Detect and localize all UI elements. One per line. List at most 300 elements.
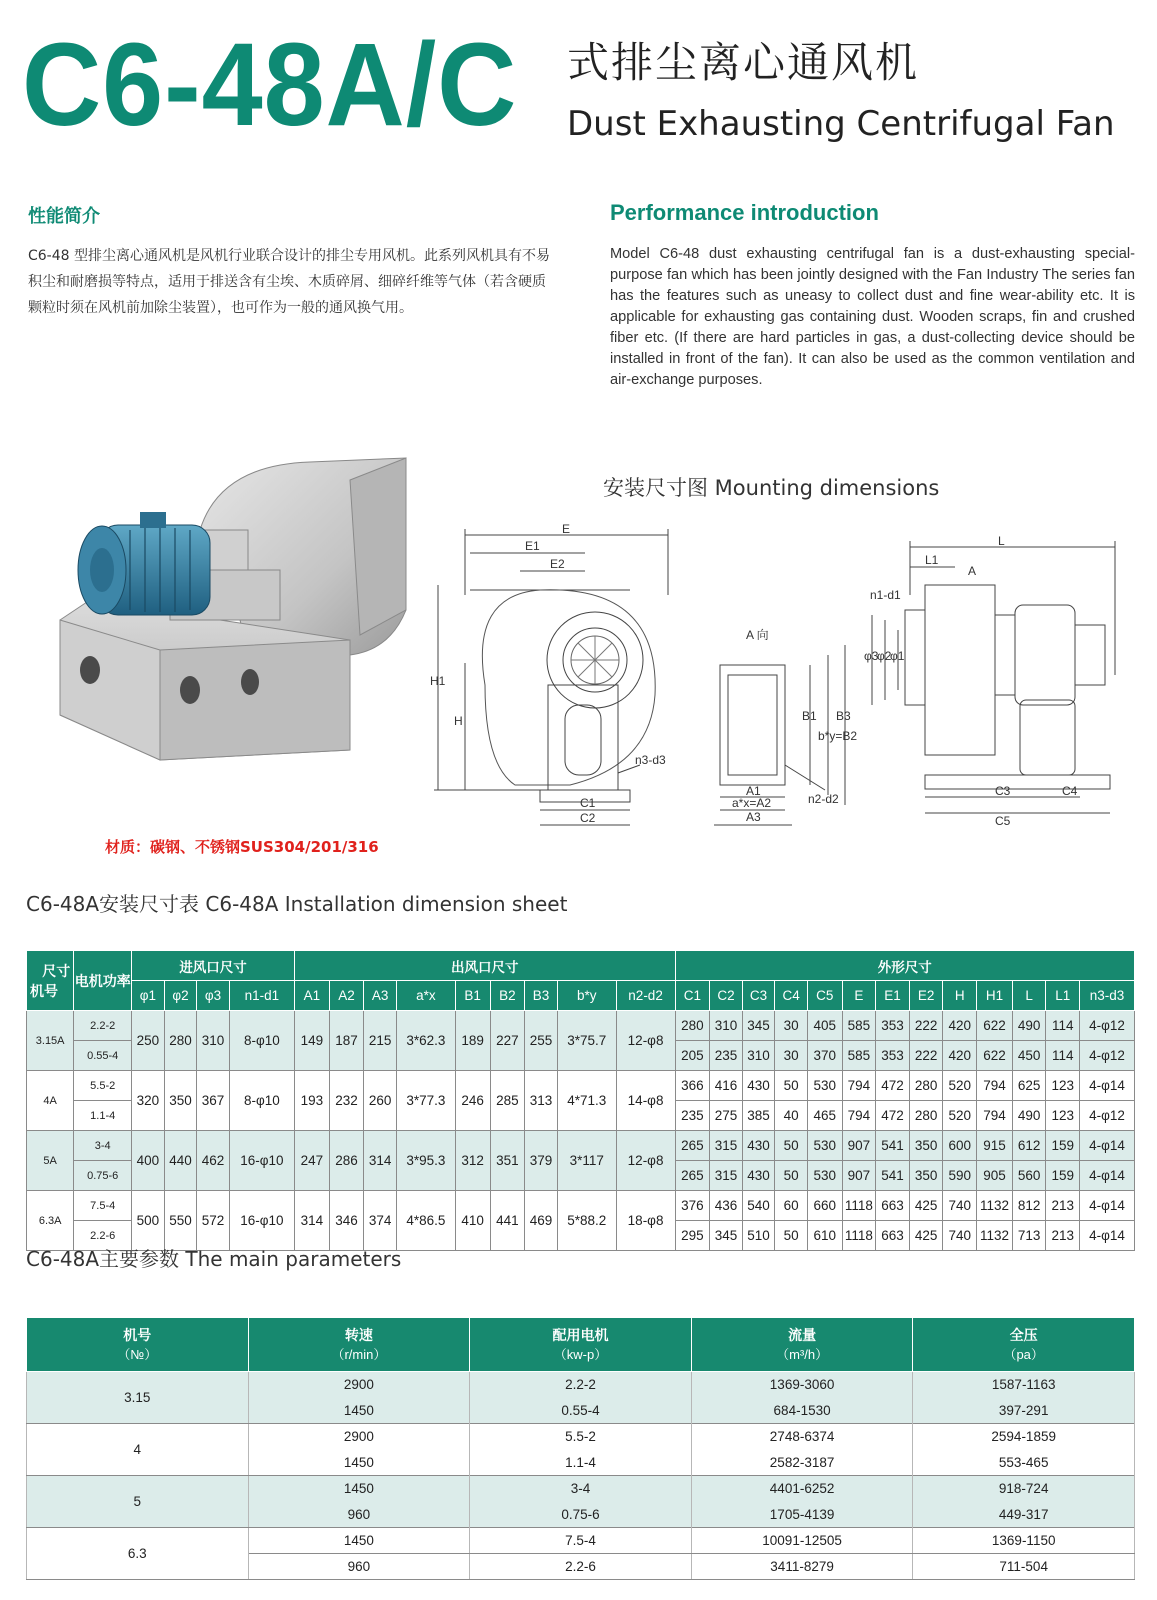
outline-dimension-cell: 794 [977,1071,1013,1101]
label-A3: A3 [746,810,761,824]
label-n2-d2: n2-d2 [808,792,839,806]
params-value-cell: 2748-6374 [691,1424,913,1450]
outline-dimension-cell: 740 [943,1221,977,1251]
outlet-dimension-cell: 314 [364,1131,397,1191]
outline-dimension-cell: 4-φ12 [1080,1011,1135,1041]
outline-dimension-cell: 663 [876,1191,910,1221]
inlet-dimension-cell: 462 [197,1131,230,1191]
inlet-dimension-cell: 572 [197,1191,230,1251]
params-header-cn: 转速 [344,1326,373,1343]
performance-text-cn: C6-48 型排尘离心通风机是风机行业联合设计的排尘专用风机。此系列风机具有不易积尘和耐磨损等特点，适用于排送含有尘埃、木质碎屑、细碎纤维等气体（若含硬质颗粒时须在风机前加除尘装置），也可作为一般的通风换气用。 [28,248,550,316]
mounting-title: 安装尺寸图 Mounting dimensions [603,476,940,500]
outline-dimension-cell: 159 [1046,1161,1080,1191]
dim-group-header: 进风口尺寸 [132,951,295,981]
dim-column-header: B1 [455,981,490,1011]
label-A: A [968,564,977,578]
main-parameters-table [26,1317,1135,1580]
model-number-cell: 4A [27,1071,74,1131]
params-value-cell: 2900 [248,1424,470,1450]
label-L: L [998,534,1005,548]
dim-column-header: n1-d1 [229,981,294,1011]
outline-dimension-cell: 600 [943,1131,977,1161]
outline-dimension-cell: 530 [807,1161,842,1191]
label-C1: C1 [580,796,596,810]
dim-column-header: φ2 [164,981,197,1011]
outline-dimension-cell: 540 [742,1191,775,1221]
outline-dimension-cell: 663 [876,1221,910,1251]
outline-dimension-cell: 420 [943,1041,977,1071]
outline-dimension-cell: 520 [943,1101,977,1131]
params-model-cell: 6.3 [27,1528,249,1580]
dim-column-header: E1 [876,981,910,1011]
motor-power-cell: 2.2-2 [74,1011,132,1041]
label-n3-d3: n3-d3 [635,753,666,767]
outlet-dimension-cell: 3*95.3 [396,1131,455,1191]
motor-power-cell: 1.1-4 [74,1101,132,1131]
params-column-header [27,1318,249,1372]
outline-dimension-cell: 625 [1012,1071,1046,1101]
outlet-dimension-cell: 469 [525,1191,558,1251]
installation-dimension-table [26,950,1135,1251]
inlet-dimension-cell: 550 [164,1191,197,1251]
outlet-dimension-cell: 379 [525,1131,558,1191]
outlet-dimension-cell: 4*86.5 [396,1191,455,1251]
inlet-dimension-cell: 440 [164,1131,197,1191]
outlet-dimension-cell: 3*62.3 [396,1011,455,1071]
outline-dimension-cell: 353 [876,1041,910,1071]
label-bxB2: b*y=B2 [818,729,858,743]
table-row [27,1372,1135,1398]
params-header-unit: （№） [117,1346,158,1362]
side-view-drawing [872,541,1115,813]
outlet-dimension-cell: 286 [329,1131,364,1191]
outline-dimension-cell: 310 [710,1011,743,1041]
outline-dimension-cell: 222 [909,1011,943,1041]
outline-dimension-cell: 915 [977,1131,1013,1161]
outlet-dimension-cell: 12-φ8 [616,1131,675,1191]
dim-column-header: L [1012,981,1046,1011]
outline-dimension-cell: 275 [710,1101,743,1131]
outline-dimension-cell: 405 [807,1011,842,1041]
dim-group-header: 出风口尺寸 [295,951,675,981]
params-column-header [470,1318,692,1372]
params-value-cell: 1450 [248,1476,470,1502]
outline-dimension-cell: 4-φ14 [1080,1071,1135,1101]
inlet-dimension-cell: 320 [132,1071,165,1131]
motor-power-cell: 0.55-4 [74,1041,132,1071]
dim-column-header: C2 [710,981,743,1011]
outlet-dimension-cell: 246 [455,1071,490,1131]
outline-dimension-cell: 430 [742,1161,775,1191]
table-row [27,1191,1135,1221]
label-B1: B1 [802,709,817,723]
params-header-cn: 配用电机 [552,1326,609,1343]
outline-dimension-cell: 622 [977,1041,1013,1071]
outlet-dimension-cell: 4*71.3 [557,1071,616,1131]
outline-dimension-cell: 50 [775,1131,808,1161]
motor-power-cell: 7.5-4 [74,1191,132,1221]
label-phi2: φ2 [877,649,892,663]
params-title: C6-48A主要参数 The main parameters [26,1247,402,1271]
label-E1: E1 [525,539,540,553]
outline-dimension-cell: 585 [842,1041,876,1071]
outline-dimension-cell: 295 [675,1221,710,1251]
params-value-cell: 397-291 [913,1398,1135,1424]
outline-dimension-cell: 159 [1046,1131,1080,1161]
outline-dimension-cell: 907 [842,1131,876,1161]
inlet-dimension-cell: 16-φ10 [229,1131,294,1191]
params-value-cell: 553-465 [913,1450,1135,1476]
label-C2: C2 [580,811,596,825]
params-value-cell: 1450 [248,1398,470,1424]
dim-column-header: C3 [742,981,775,1011]
outlet-dimension-cell: 193 [295,1071,330,1131]
params-value-cell: 1369-3060 [691,1372,913,1398]
outline-dimension-cell: 385 [742,1101,775,1131]
dim-column-header: H1 [977,981,1013,1011]
outlet-dimension-cell: 3*75.7 [557,1011,616,1071]
params-value-cell: 2900 [248,1372,470,1398]
outline-dimension-cell: 366 [675,1071,710,1101]
params-value-cell: 2.2-6 [470,1554,692,1580]
outline-dimension-cell: 4-φ12 [1080,1041,1135,1071]
params-value-cell: 1.1-4 [470,1450,692,1476]
params-header-cn: 全压 [1009,1326,1038,1343]
outline-dimension-cell: 235 [710,1041,743,1071]
outline-dimension-cell: 430 [742,1131,775,1161]
outline-dimension-cell: 510 [742,1221,775,1251]
inlet-dimension-cell: 350 [164,1071,197,1131]
dim-column-header: a*x [396,981,455,1011]
outlet-dimension-cell: 187 [329,1011,364,1071]
outline-dimension-cell: 350 [909,1161,943,1191]
outlet-dimension-cell: 215 [364,1011,397,1071]
dim-column-header: C4 [775,981,808,1011]
outline-dimension-cell: 30 [775,1041,808,1071]
outline-dimension-cell: 50 [775,1071,808,1101]
outline-dimension-cell: 541 [876,1131,910,1161]
params-value-cell: 0.55-4 [470,1398,692,1424]
product-title-cn: 式排尘离心通风机 [567,38,920,87]
table-row [27,1011,1135,1041]
dim-column-header: L1 [1046,981,1080,1011]
outline-dimension-cell: 350 [909,1131,943,1161]
outline-dimension-cell: 280 [909,1101,943,1131]
outline-dimension-cell: 905 [977,1161,1013,1191]
params-value-cell: 1587-1163 [913,1372,1135,1398]
outlet-dimension-cell: 313 [525,1071,558,1131]
outline-dimension-cell: 472 [876,1101,910,1131]
dim-header-row-groups [27,951,1135,981]
outline-dimension-cell: 530 [807,1131,842,1161]
inlet-dimension-cell: 367 [197,1071,230,1131]
label-E2: E2 [550,557,565,571]
inlet-dimension-cell: 400 [132,1131,165,1191]
outline-dimension-cell: 345 [742,1011,775,1041]
outline-dimension-cell: 280 [909,1071,943,1101]
outline-dimension-cell: 280 [675,1011,710,1041]
params-header-row [27,1318,1135,1372]
outlet-dimension-cell: 3*77.3 [396,1071,455,1131]
dim-header-row-columns [27,981,1135,1011]
outline-dimension-cell: 490 [1012,1101,1046,1131]
table-row [27,1071,1135,1101]
label-E: E [562,522,571,536]
outlet-dimension-cell: 12-φ8 [616,1011,675,1071]
outline-dimension-cell: 713 [1012,1221,1046,1251]
outline-dimension-cell: 541 [876,1161,910,1191]
label-a-direction: A 向 [746,628,769,642]
model-title: C6-48A/C [22,19,518,151]
label-n1-d1: n1-d1 [870,588,901,602]
params-column-header [691,1318,913,1372]
params-value-cell: 3411-8279 [691,1554,913,1580]
outline-dimension-cell: 205 [675,1041,710,1071]
label-C3: C3 [995,784,1011,798]
motor-power-cell: 5.5-2 [74,1071,132,1101]
outline-dimension-cell: 50 [775,1221,808,1251]
outline-dimension-cell: 416 [710,1071,743,1101]
inlet-dimension-cell: 16-φ10 [229,1191,294,1251]
dim-column-header: A2 [329,981,364,1011]
outlet-dimension-cell: 441 [490,1191,525,1251]
outline-dimension-cell: 123 [1046,1101,1080,1131]
outlet-dimension-cell: 247 [295,1131,330,1191]
motor-power-cell: 2.2-6 [74,1221,132,1251]
outline-dimension-cell: 794 [842,1101,876,1131]
outlet-dimension-cell: 312 [455,1131,490,1191]
params-value-cell: 4401-6252 [691,1476,913,1502]
params-model-cell: 3.15 [27,1372,249,1424]
material-note: 材质：碳钢、不锈钢SUS304/201/316 [105,838,379,856]
outline-dimension-cell: 425 [909,1221,943,1251]
outline-dimension-cell: 436 [710,1191,743,1221]
outlet-dimension-cell: 5*88.2 [557,1191,616,1251]
inlet-dimension-cell: 250 [132,1011,165,1071]
outline-dimension-cell: 812 [1012,1191,1046,1221]
dim-column-header: H [943,981,977,1011]
outlet-dimension-cell: 3*117 [557,1131,616,1191]
outline-dimension-cell: 585 [842,1011,876,1041]
params-value-cell: 2594-1859 [913,1424,1135,1450]
inlet-dimension-cell: 310 [197,1011,230,1071]
params-value-cell: 960 [248,1502,470,1528]
params-model-cell: 4 [27,1424,249,1476]
table-row [27,1528,1135,1554]
inlet-dimension-cell: 500 [132,1191,165,1251]
params-header-unit: （r/min） [331,1346,387,1362]
outline-dimension-cell: 590 [943,1161,977,1191]
outline-dimension-cell: 213 [1046,1221,1080,1251]
outline-dimension-cell: 4-φ14 [1080,1161,1135,1191]
corner-header-cell [27,951,74,1011]
outline-dimension-cell: 265 [675,1161,710,1191]
outlet-dimension-cell: 374 [364,1191,397,1251]
product-title-en: Dust Exhausting Centrifugal Fan [567,104,1115,144]
outline-dimension-cell: 310 [742,1041,775,1071]
table-row [27,1476,1135,1502]
params-value-cell: 449-317 [913,1502,1135,1528]
outline-dimension-cell: 370 [807,1041,842,1071]
params-value-cell: 0.75-6 [470,1502,692,1528]
dim-column-header: C5 [807,981,842,1011]
dim-column-header: n2-d2 [616,981,675,1011]
outline-dimension-cell: 610 [807,1221,842,1251]
params-value-cell: 960 [248,1554,470,1580]
outline-dimension-cell: 794 [842,1071,876,1101]
outline-dimension-cell: 60 [775,1191,808,1221]
params-value-cell: 1450 [248,1450,470,1476]
corner-size-label: 尺寸 [42,962,71,979]
motor-power-header: 电机功率 [74,951,132,1011]
params-value-cell: 1450 [248,1528,470,1554]
outline-dimension-cell: 222 [909,1041,943,1071]
dim-column-header: B3 [525,981,558,1011]
motor-power-cell: 3-4 [74,1131,132,1161]
outline-dimension-cell: 450 [1012,1041,1046,1071]
table-row [27,1424,1135,1450]
outline-dimension-cell: 213 [1046,1191,1080,1221]
outline-dimension-cell: 530 [807,1071,842,1101]
model-number-cell: 6.3A [27,1191,74,1251]
outline-dimension-cell: 430 [742,1071,775,1101]
outline-dimension-cell: 4-φ14 [1080,1221,1135,1251]
dim-column-header: φ1 [132,981,165,1011]
outline-dimension-cell: 315 [710,1161,743,1191]
params-value-cell: 3-4 [470,1476,692,1502]
outline-dimension-cell: 660 [807,1191,842,1221]
dim-group-header: 外形尺寸 [675,951,1135,981]
dim-column-header: C1 [675,981,710,1011]
outline-dimension-cell: 40 [775,1101,808,1131]
model-number-cell: 3.15A [27,1011,74,1071]
params-header-cn: 流量 [788,1326,817,1343]
outlet-dimension-cell: 255 [525,1011,558,1071]
outline-dimension-cell: 265 [675,1131,710,1161]
dim-column-header: b*y [557,981,616,1011]
params-value-cell: 1369-1150 [913,1528,1135,1554]
params-value-cell: 7.5-4 [470,1528,692,1554]
outline-dimension-cell: 1132 [977,1191,1013,1221]
label-phi1: φ1 [890,649,905,663]
params-value-cell: 2582-3187 [691,1450,913,1476]
fan-product-photo [50,460,422,790]
outline-dimension-cell: 740 [943,1191,977,1221]
params-value-cell: 684-1530 [691,1398,913,1424]
performance-heading-en: Performance introduction [610,200,879,225]
params-header-unit: （pa） [1003,1346,1044,1362]
outline-dimension-cell: 612 [1012,1131,1046,1161]
outline-dimension-cell: 425 [909,1191,943,1221]
inlet-dimension-cell: 8-φ10 [229,1071,294,1131]
outline-dimension-cell: 622 [977,1011,1013,1041]
label-L1: L1 [925,553,939,567]
label-H1: H1 [430,674,446,688]
label-C4: C4 [1062,784,1078,798]
inlet-dimension-cell: 8-φ10 [229,1011,294,1071]
outlet-dimension-cell: 410 [455,1191,490,1251]
mounting-drawings [430,522,1150,845]
outline-dimension-cell: 4-φ12 [1080,1101,1135,1131]
dim-column-header: φ3 [197,981,230,1011]
dim-column-header: n3-d3 [1080,981,1135,1011]
params-value-cell: 5.5-2 [470,1424,692,1450]
outline-dimension-cell: 4-φ14 [1080,1131,1135,1161]
outlet-dimension-cell: 346 [329,1191,364,1251]
outline-dimension-cell: 50 [775,1161,808,1191]
outline-dimension-cell: 235 [675,1101,710,1131]
outlet-dimension-cell: 232 [329,1071,364,1131]
outline-dimension-cell: 1132 [977,1221,1013,1251]
params-column-header [248,1318,470,1372]
dim-column-header: E2 [909,981,943,1011]
outline-dimension-cell: 4-φ14 [1080,1191,1135,1221]
inlet-dimension-cell: 280 [164,1011,197,1071]
params-value-cell: 918-724 [913,1476,1135,1502]
label-axA2: a*x=A2 [732,796,772,810]
label-B3: B3 [836,709,851,723]
performance-text-en: Model C6-48 dust exhausting centrifugal fan is a dust-exhausting special-purpose fan which has been jointly designed with the Fan Industry The series fan has the features such as uneasy to collect dust and fine wear-ability etc. It is applicable for exhausting gas containing dust. Wooden scraps, fin and crushed fiber etc. (If there are hard particles in gas, a dust-collecting device should be installed in front of the fan). It can also be used as the common ventilation and air-exchange purposes. [610,246,1135,388]
dim-column-header: B2 [490,981,525,1011]
params-header-unit: （kw-p） [553,1346,608,1362]
params-header-cn: 机号 [123,1326,152,1343]
outline-dimension-cell: 794 [977,1101,1013,1131]
outline-dimension-cell: 472 [876,1071,910,1101]
model-number-cell: 5A [27,1131,74,1191]
outlet-dimension-cell: 149 [295,1011,330,1071]
params-value-cell: 711-504 [913,1554,1135,1580]
label-phi3: φ3 [864,649,879,663]
performance-heading-cn: 性能简介 [28,206,100,226]
outline-dimension-cell: 114 [1046,1041,1080,1071]
outlet-dimension-cell: 14-φ8 [616,1071,675,1131]
outline-dimension-cell: 520 [943,1071,977,1101]
motor-power-cell: 0.75-6 [74,1161,132,1191]
outline-dimension-cell: 114 [1046,1011,1080,1041]
params-value-cell: 2.2-2 [470,1372,692,1398]
table-row [27,1131,1135,1161]
outline-dimension-cell: 420 [943,1011,977,1041]
label-H: H [454,714,463,728]
outline-dimension-cell: 490 [1012,1011,1046,1041]
outline-dimension-cell: 376 [675,1191,710,1221]
outline-dimension-cell: 907 [842,1161,876,1191]
dim-sheet-title: C6-48A安装尺寸表 C6-48A Installation dimension sheet [26,892,568,916]
outlet-dimension-cell: 351 [490,1131,525,1191]
outline-dimension-cell: 465 [807,1101,842,1131]
outline-dimension-cell: 353 [876,1011,910,1041]
dim-column-header: A1 [295,981,330,1011]
outline-dimension-cell: 123 [1046,1071,1080,1101]
params-value-cell: 1705-4139 [691,1502,913,1528]
outline-dimension-cell: 560 [1012,1161,1046,1191]
outlet-dimension-cell: 189 [455,1011,490,1071]
outline-dimension-cell: 1118 [842,1221,876,1251]
outlet-dimension-cell: 260 [364,1071,397,1131]
label-C5: C5 [995,814,1011,828]
outlet-dimension-cell: 285 [490,1071,525,1131]
outlet-dimension-cell: 18-φ8 [616,1191,675,1251]
outlet-dimension-cell: 227 [490,1011,525,1071]
corner-model-label: 机号 [30,982,58,999]
front-view-drawing [434,529,668,825]
dim-column-header: A3 [364,981,397,1011]
outlet-dimension-cell: 314 [295,1191,330,1251]
params-model-cell: 5 [27,1476,249,1528]
params-column-header [913,1318,1135,1372]
params-header-unit: （m³/h） [776,1346,829,1362]
outline-dimension-cell: 30 [775,1011,808,1041]
